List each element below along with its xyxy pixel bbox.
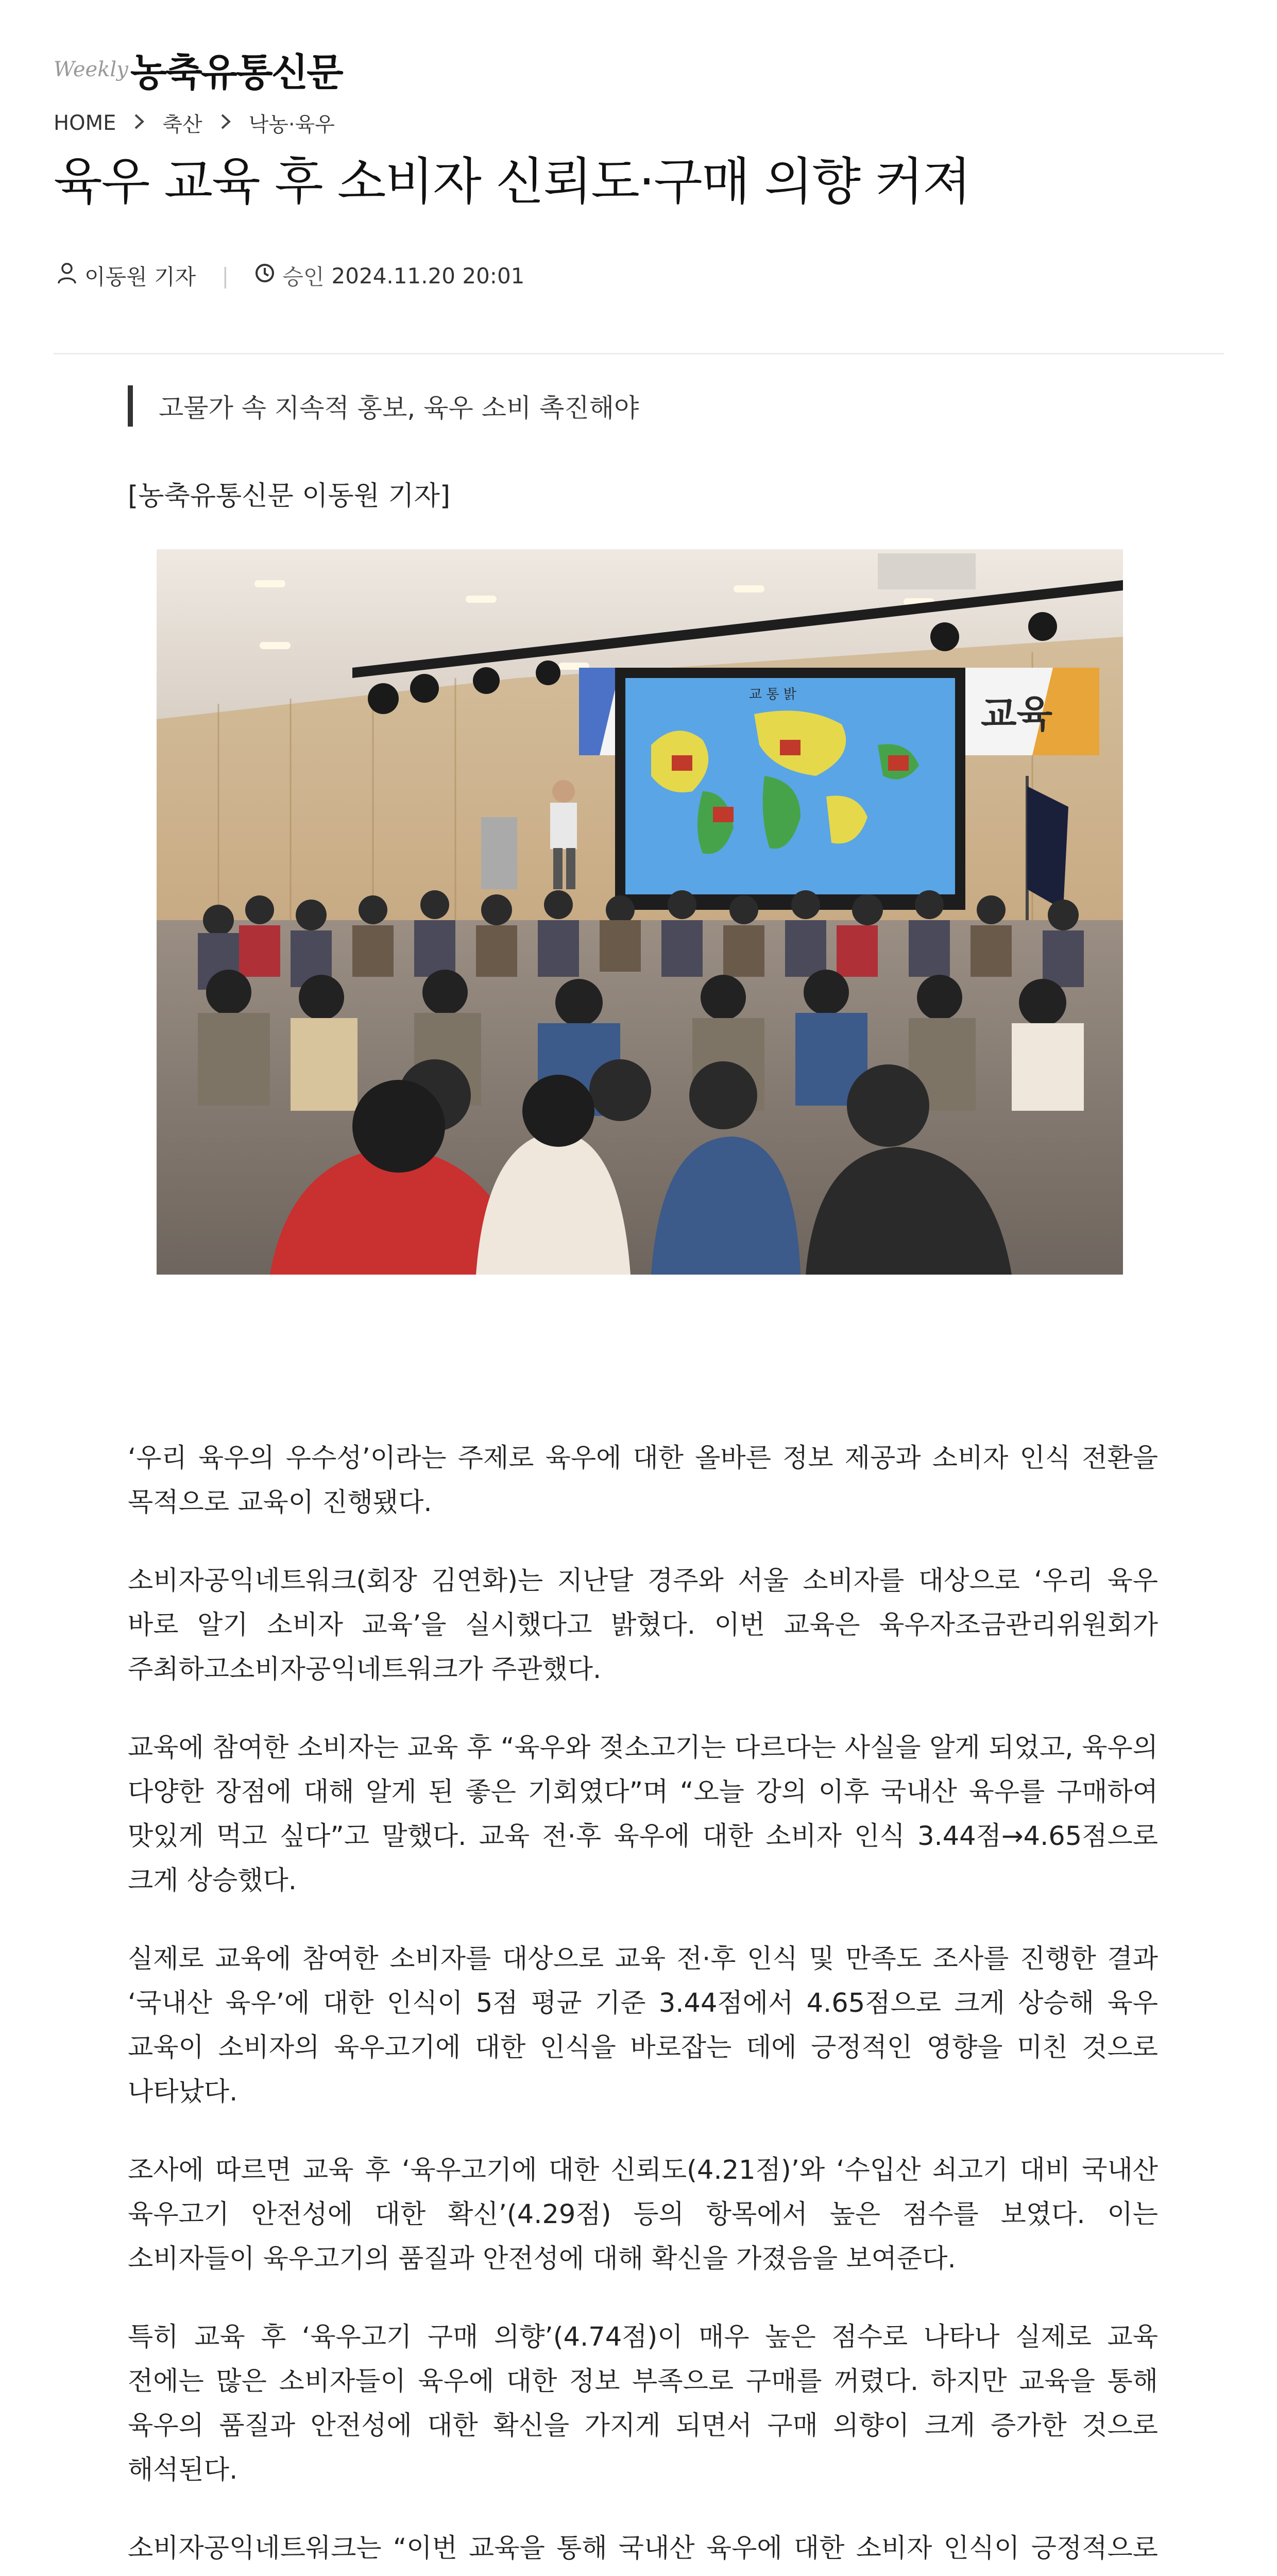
article-subheading: 고물가 속 지속적 홍보, 육우 소비 촉진해야 <box>128 385 639 427</box>
meta-divider: | <box>222 263 229 289</box>
clock-icon <box>254 263 275 289</box>
article-paragraph: 실제로 교육에 참여한 소비자를 대상으로 교육 전·후 인식 및 만족도 조사를 진행한 결과 ‘국내산 육우’에 대한 인식이 5점 평균 기준 3.44점에서 4.65점으로 크게 상승해 육우 교육이 소비자의 육우고기에 대한 인식을 바로잡는 데에 긍정적인 영향을 미친 것으로 나타났다. <box>128 1944 1159 2107</box>
article-title: 육우 교육 후 소비자 신뢰도·구매 의향 커져 <box>54 152 970 211</box>
meta-author[interactable]: 이동원 기자 <box>84 264 196 290</box>
article-paragraph: 교육에 참여한 소비자는 교육 후 “육우와 젖소고기는 다르다는 사실을 알게 되었고, 육우의 다양한 장점에 대해 알게 된 좋은 기회였다”며 “오늘 강의 이후 국내산 육우를 구매하여 맛있게 먹고 싶다”고 말했다. 교육 전·후 육우에 대한 소비자 인식 3.44점→4.65점으로 크게 상승했다. <box>128 1733 1158 1896</box>
header-divider <box>54 353 1224 354</box>
chevron-right-icon <box>132 110 146 136</box>
article-photo <box>157 549 1123 1275</box>
chevron-right-icon <box>219 110 232 136</box>
meta-approved-label: 승인 <box>282 264 325 290</box>
breadcrumb <box>54 108 335 138</box>
site-logo[interactable] <box>54 41 342 98</box>
article-paragraph: 조사에 따르면 교육 후 ‘육우고기에 대한 신뢰도(4.21점)’와 ‘수입산 쇠고기 대비 국내산 육우고기 안전성에 대한 확신’(4.29점) 등의 항목에서 높은 점수를 보였다. 이는 소비자들이 육우고기의 품질과 안전성에 대해 확신을 가졌음을 보여준다. <box>128 2155 1158 2274</box>
article-paragraph: 특히 교육 후 ‘육우고기 구매 의향’(4.74점)이 매우 높은 점수로 나타나 실제로 교육 전에는 많은 소비자들이 육우에 대한 정보 부족으로 구매를 꺼렸다. 하지만 교육을 통해 육우의 품질과 안전성에 대한 확신을 가지게 되면서 구매 의향이 크게 증가한 것으로 해석된다. <box>128 2322 1158 2485</box>
article-meta <box>57 260 524 291</box>
breadcrumb-subsection[interactable]: 낙농·육우 <box>248 113 335 137</box>
logo-name: 농축유통신문 <box>130 50 342 95</box>
reporter-line: [농축유통신문 이동원 기자] <box>128 481 451 512</box>
logo-prefix: Weekly <box>54 58 128 81</box>
copyright-notice <box>128 2571 632 2576</box>
article-paragraph: 소비자공익네트워크(회장 김연화)는 지난달 경주와 서울 소비자를 대상으로 ‘우리 육우 바로 알기 소비자 교육’을 실시했다고 밝혔다. 이번 교육은 육우자조금관리위원회가 주최하고소비자공익네트워크가 주관했다. <box>128 1566 1158 1685</box>
banner-text: 교육 <box>981 692 1053 736</box>
breadcrumb-home[interactable]: HOME <box>54 111 116 135</box>
meta-approved-datetime: 2024.11.20 20:01 <box>331 263 525 289</box>
breadcrumb-section[interactable]: 축산 <box>162 113 202 137</box>
user-icon <box>57 262 77 290</box>
article-paragraph: 소비자공익네트워크는 “이번 교육을 통해 국내산 육우에 대한 소비자 인식이 긍정적으로 <box>128 2533 1158 2564</box>
article-paragraph: ‘우리 육우의 우수성’이라는 주제로 육우에 대한 올바른 정보 제공과 소비자 인식 전환을 목적으로 교육이 진행됐다. <box>128 1443 1159 1518</box>
article-body <box>128 1436 1158 2576</box>
screen-text: 교 통 밝 <box>749 687 796 702</box>
